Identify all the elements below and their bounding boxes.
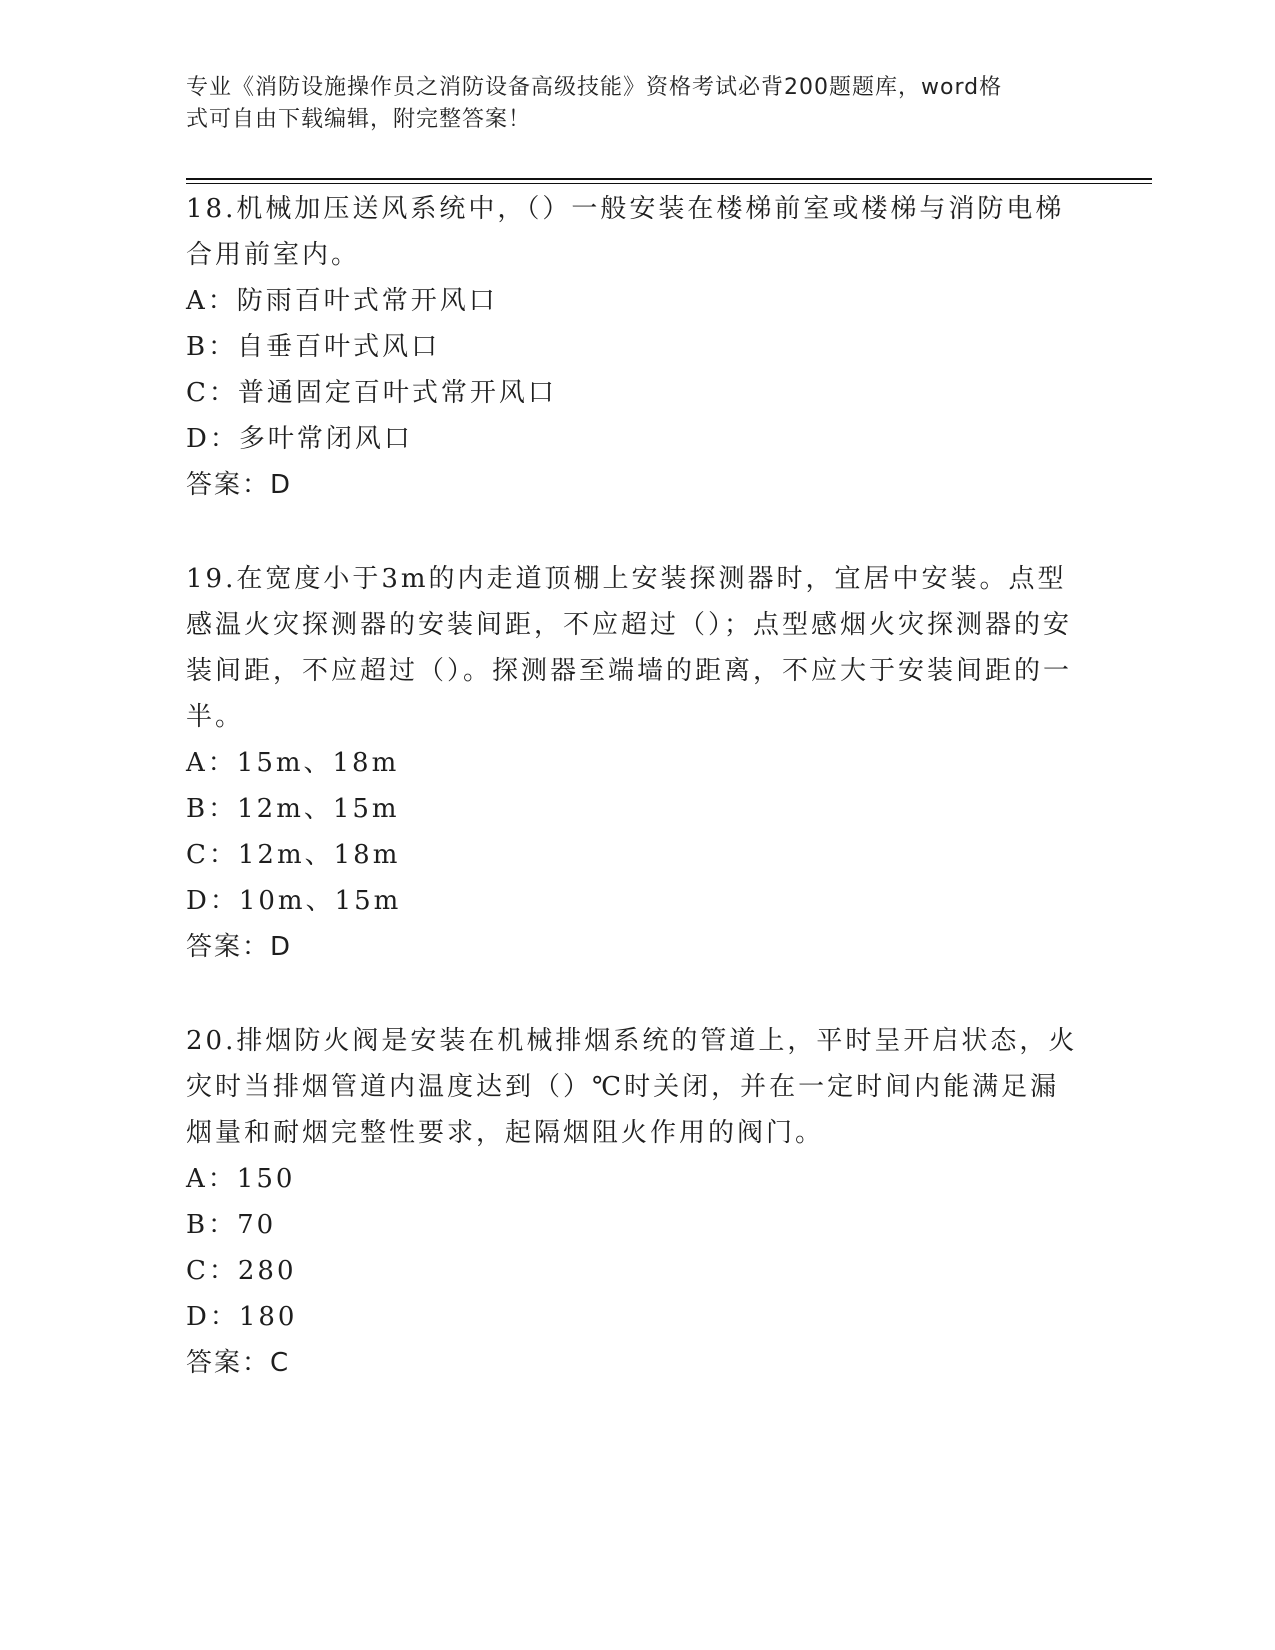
question-stem: 19.在宽度小于3m的内走道顶棚上安装探测器时，宜居中安装。点型感温火灾探测器的安装间距，不应超过（）；点型感烟火灾探测器的安装间距，不应超过（）。探测器至端墙的距离，不应大于安装间距的一半。 [186,564,1073,732]
header-line-1: 专业《消防设施操作员之消防设备高级技能》资格考试必背200题题库，word格 [186,75,1003,100]
answer: 答案：D [186,932,293,962]
option-c: C：280 [186,1256,297,1286]
option-a: A：防雨百叶式常开风口 [186,286,498,316]
answer: 答案：D [186,470,293,500]
option-d: D：多叶常闭风口 [186,424,413,454]
header-line-2: 式可自由下载编辑，附完整答案！ [186,107,532,132]
option-b: B：自垂百叶式风口 [186,332,441,362]
question-20 [186,1018,1086,1386]
question-list [186,186,1086,1434]
option-a: A：15m、18m [186,748,400,778]
option-d: D：10m、15m [186,886,402,916]
header-divider-thin [186,183,1152,184]
header-divider-thick [186,178,1152,180]
option-b: B：70 [186,1210,277,1240]
question-18 [186,186,1086,508]
question-19 [186,556,1086,970]
document-header [186,72,1066,136]
option-b: B：12m、15m [186,794,400,824]
option-c: C：12m、18m [186,840,401,870]
question-stem: 18.机械加压送风系统中，（）一般安装在楼梯前室或楼梯与消防电梯合用前室内。 [186,194,1065,270]
option-c: C：普通固定百叶式常开风口 [186,378,557,408]
answer: 答案：C [186,1348,291,1378]
question-stem: 20.排烟防火阀是安装在机械排烟系统的管道上，平时呈开启状态，火灾时当排烟管道内温度达到（）℃时关闭，并在一定时间内能满足漏烟量和耐烟完整性要求，起隔烟阻火作用的阀门。 [186,1026,1078,1148]
option-d: D：180 [186,1302,298,1332]
option-a: A：150 [186,1164,296,1194]
